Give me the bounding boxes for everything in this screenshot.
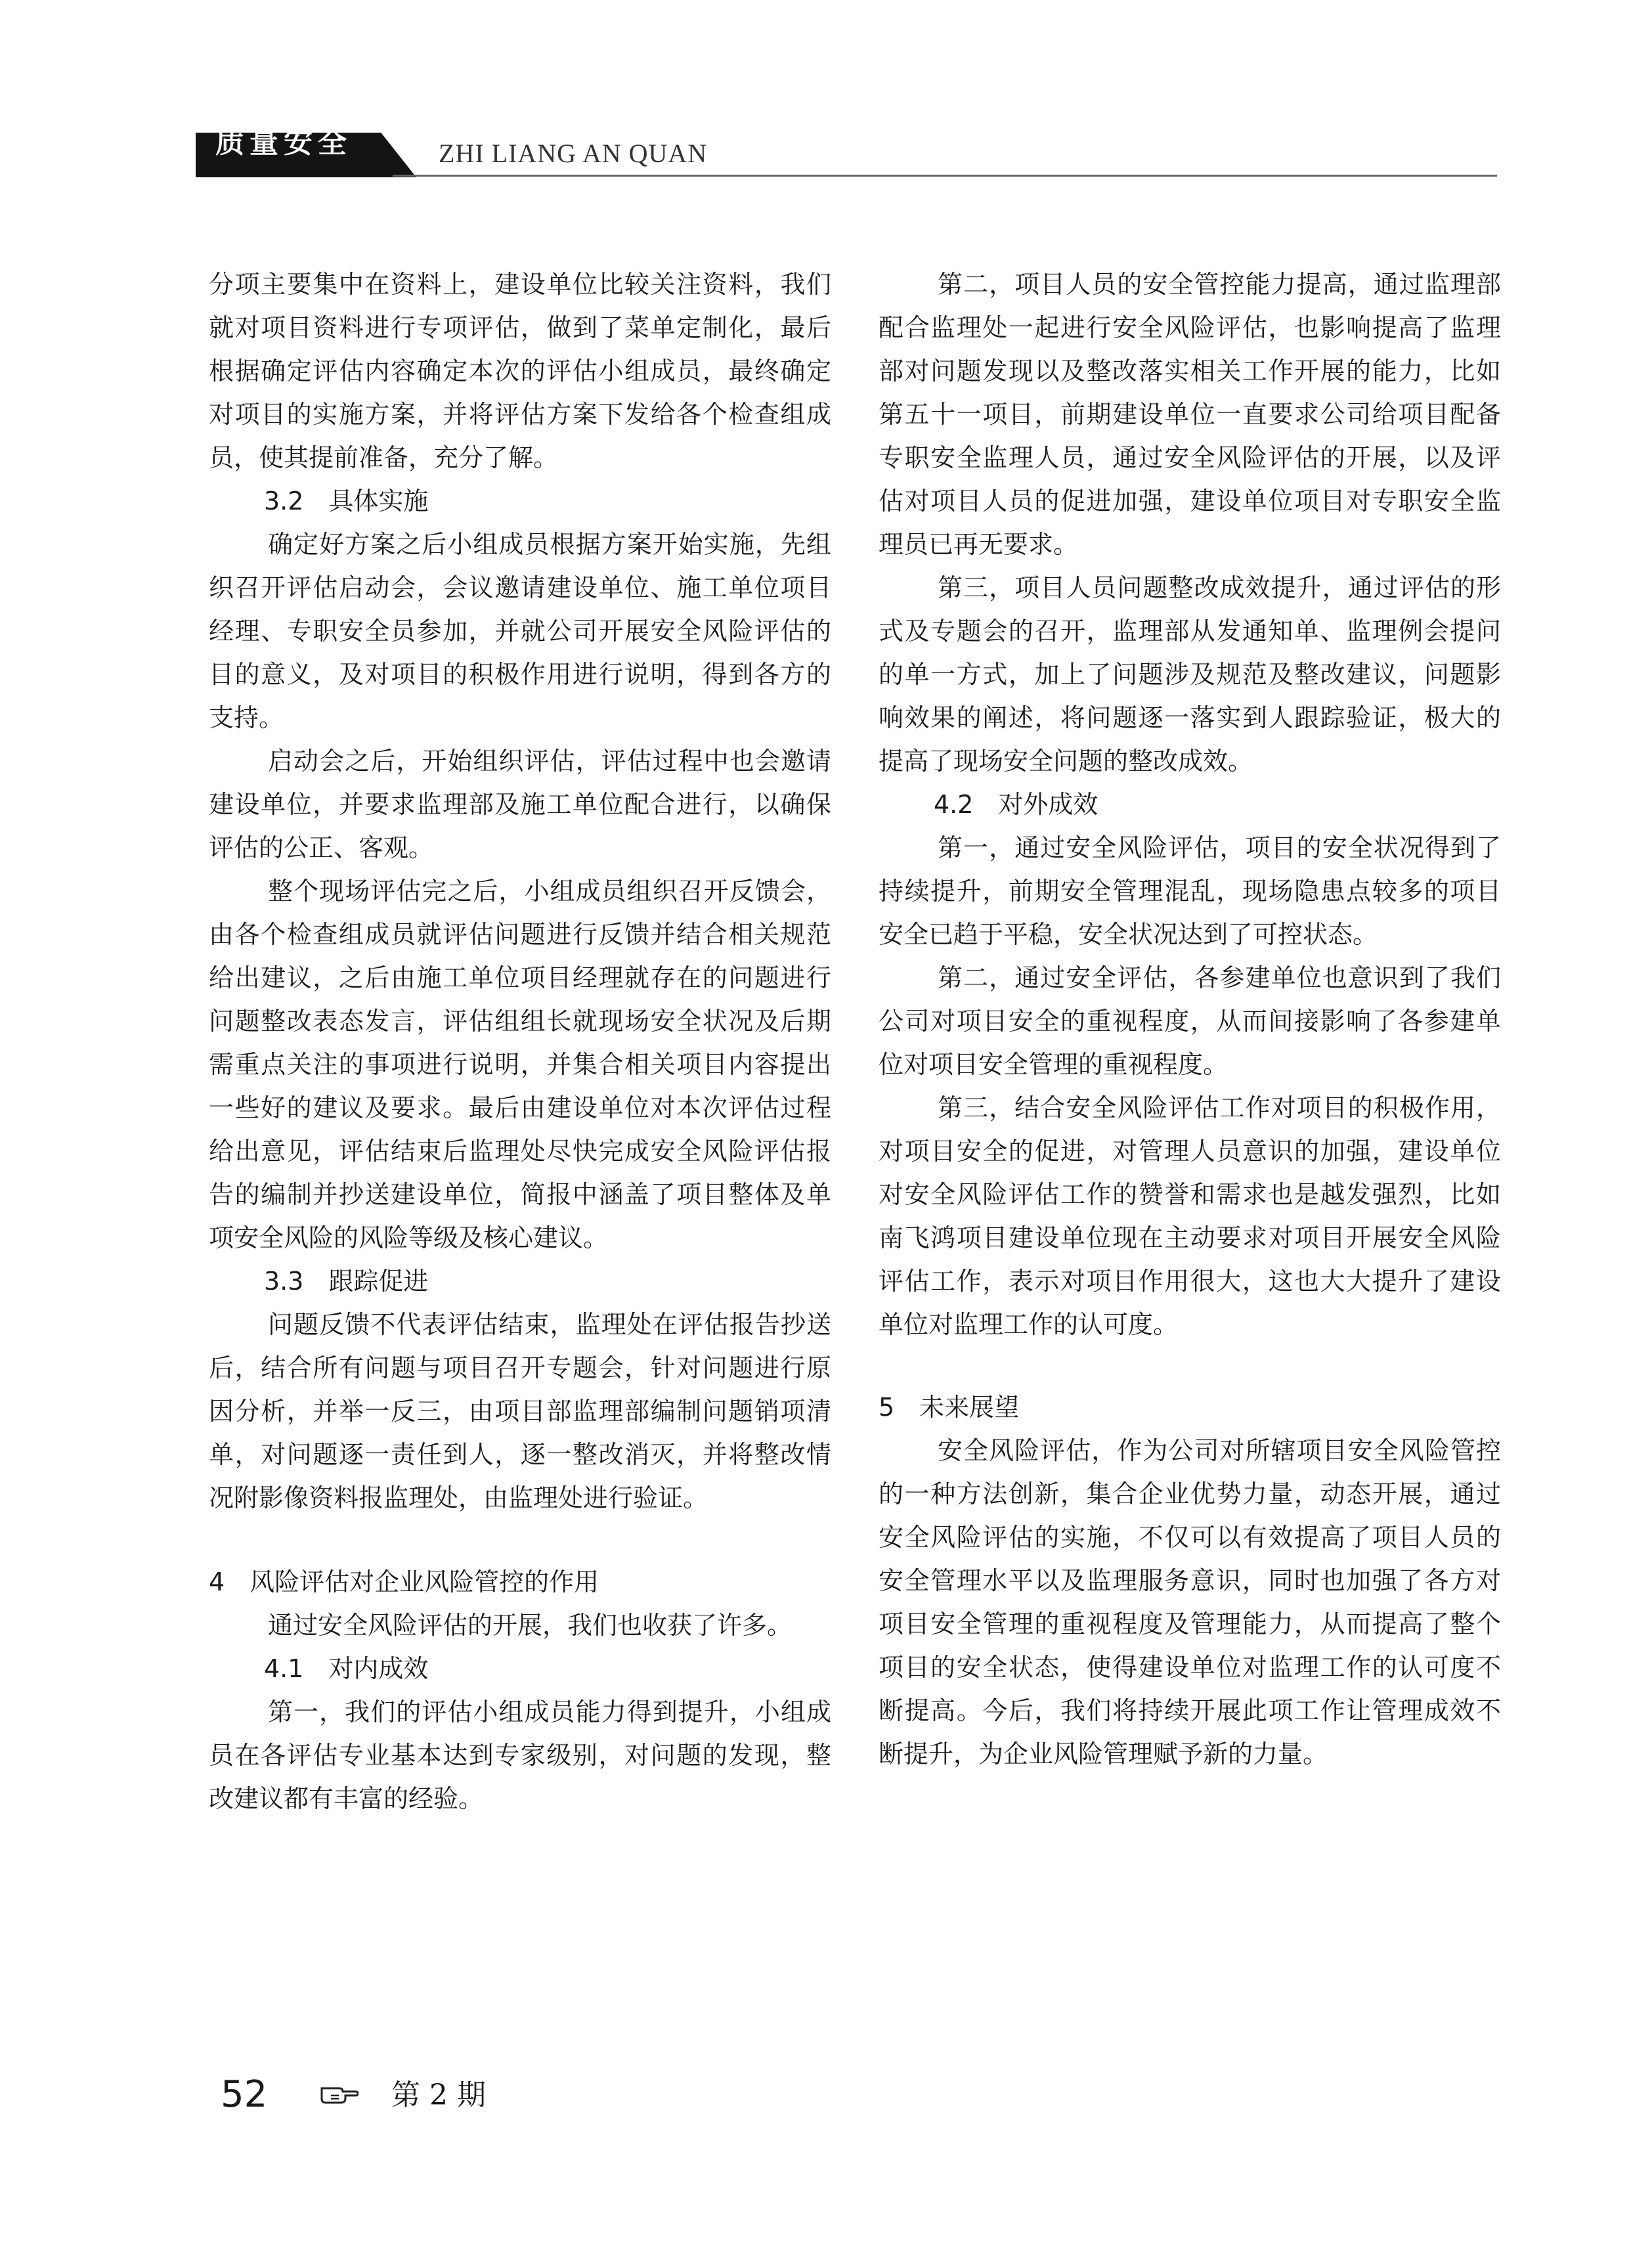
heading-3-2: 3.2 具体实施 [264, 487, 429, 515]
heading-4-1: 4.1 对内成效 [264, 1654, 429, 1683]
paragraph: 第二，通过安全评估，各参建单位也意识到了我们公司对项目安全的重视程度，从而间接影响了各参建单位对项目安全管理的重视程度。 [879, 963, 1501, 1079]
paragraph: 分项主要集中在资料上，建设单位比较关注资料，我们就对项目资料进行专项评估，做到了菜单定制化，最后根据确定评估内容确定本次的评估小组成员，最终确定对项目的实施方案，并将评估方案下发给各个检查组成员，使其提前准备，充分了解。 [209, 270, 831, 472]
heading-3-3: 3.3 跟踪促进 [264, 1267, 429, 1296]
heading-5: 5 未来展望 [879, 1393, 1020, 1422]
paragraph: 通过安全风险评估的开展，我们也收获了许多。 [268, 1611, 793, 1640]
section-pinyin: ZHI LIANG AN QUAN [439, 139, 708, 168]
paragraph: 确定好方案之后小组成员根据方案开始实施，先组织召开评估启动会，会议邀请建设单位、施工单位项目经理、专职安全员参加，并就公司开展安全风险评估的目的意义，及对项目的积极作用进行说明，得到各方的支持。 [209, 530, 831, 732]
paragraph: 第二，项目人员的安全管控能力提高，通过监理部配合监理处一起进行安全风险评估，也影响提高了监理部对问题发现以及整改落实相关工作开展的能力，比如第五十一项目，前期建设单位一直要求公司给项目配备专职安全监理人员，通过安全风险评估的开展，以及评估对项目人员的促进加强，建设单位项目对专职安全监理员已再无要求。 [879, 270, 1501, 559]
paragraph: 整个现场评估完之后，小组成员组织召开反馈会，由各个检查组成员就评估问题进行反馈并结合相关规范给出建议，之后由施工单位项目经理就存在的问题进行问题整改表态发言，评估组组长就现场安全状况及后期需重点关注的事项进行说明，并集合相关项目内容提出一些好的建议及要求。最后由建设单位对本次评估过程给出意见，评估结束后监理处尽快完成安全风险评估报告的编制并抄送建设单位，简报中涵盖了项目整体及单项安全风险的风险等级及核心建议。 [209, 877, 831, 1252]
heading-4: 4 风险评估对企业风险管控的作用 [209, 1567, 599, 1596]
header-rule [393, 175, 1497, 177]
page-number: 52 [221, 2073, 268, 2116]
heading-4-2: 4.2 对外成效 [934, 790, 1098, 819]
paragraph: 问题反馈不代表评估结束，监理处在评估报告抄送后，结合所有问题与项目召开专题会，针对问题进行原因分析，并举一反三，由项目部监理部编制问题销项清单，对问题逐一责任到人，逐一整改消灭，并将整改情况附影像资料报监理处，由监理处进行验证。 [209, 1310, 831, 1512]
paragraph: 第一，通过安全风险评估，项目的安全状况得到了持续提升，前期安全管理混乱，现场隐患点较多的项目安全已趋于平稳，安全状况达到了可控状态。 [879, 833, 1501, 949]
left-column [209, 263, 831, 1820]
pointing-hand-icon [319, 2083, 359, 2107]
paragraph: 第三，项目人员问题整改成效提升，通过评估的形式及专题会的召开，监理部从发通知单、监理例会提问的单一方式，加上了问题涉及规范及整改建议，问题影响效果的阐述，将问题逐一落实到人跟踪验证，极大的提高了现场安全问题的整改成效。 [879, 573, 1501, 776]
paragraph: 启动会之后，开始组织评估，评估过程中也会邀请建设单位，并要求监理部及施工单位配合进行，以确保评估的公正、客观。 [209, 747, 831, 862]
paragraph: 安全风险评估，作为公司对所辖项目安全风险管控的一种方法创新，集合企业优势力量，动态开展，通过安全风险评估的实施，不仅可以有效提高了项目人员的安全管理水平以及监理服务意识，同时也加强了各方对项目安全管理的重视程度及管理能力，从而提高了整个项目的安全状态，使得建设单位对监理工作的认可度不断提高。今后，我们将持续开展此项工作让管理成效不断提升，为企业风险管理赋予新的力量。 [879, 1436, 1501, 1768]
paragraph: 第三，结合安全风险评估工作对项目的积极作用，对项目安全的促进，对管理人员意识的加强，建设单位对安全风险评估工作的赞誉和需求也是越发强烈，比如南飞鸿项目建设单位现在主动要求对项目开展安全风险评估工作，表示对项目作用很大，这也大大提升了建设单位对监理工作的认可度。 [879, 1093, 1501, 1339]
right-column [879, 263, 1501, 1776]
paragraph: 第一，我们的评估小组成员能力得到提升，小组成员在各评估专业基本达到专家级别，对问题的发现，整改建议都有丰富的经验。 [209, 1698, 831, 1813]
running-header [196, 121, 1496, 180]
section-label: 质量安全 [215, 126, 352, 160]
issue-number: 第 2 期 [391, 2078, 486, 2112]
